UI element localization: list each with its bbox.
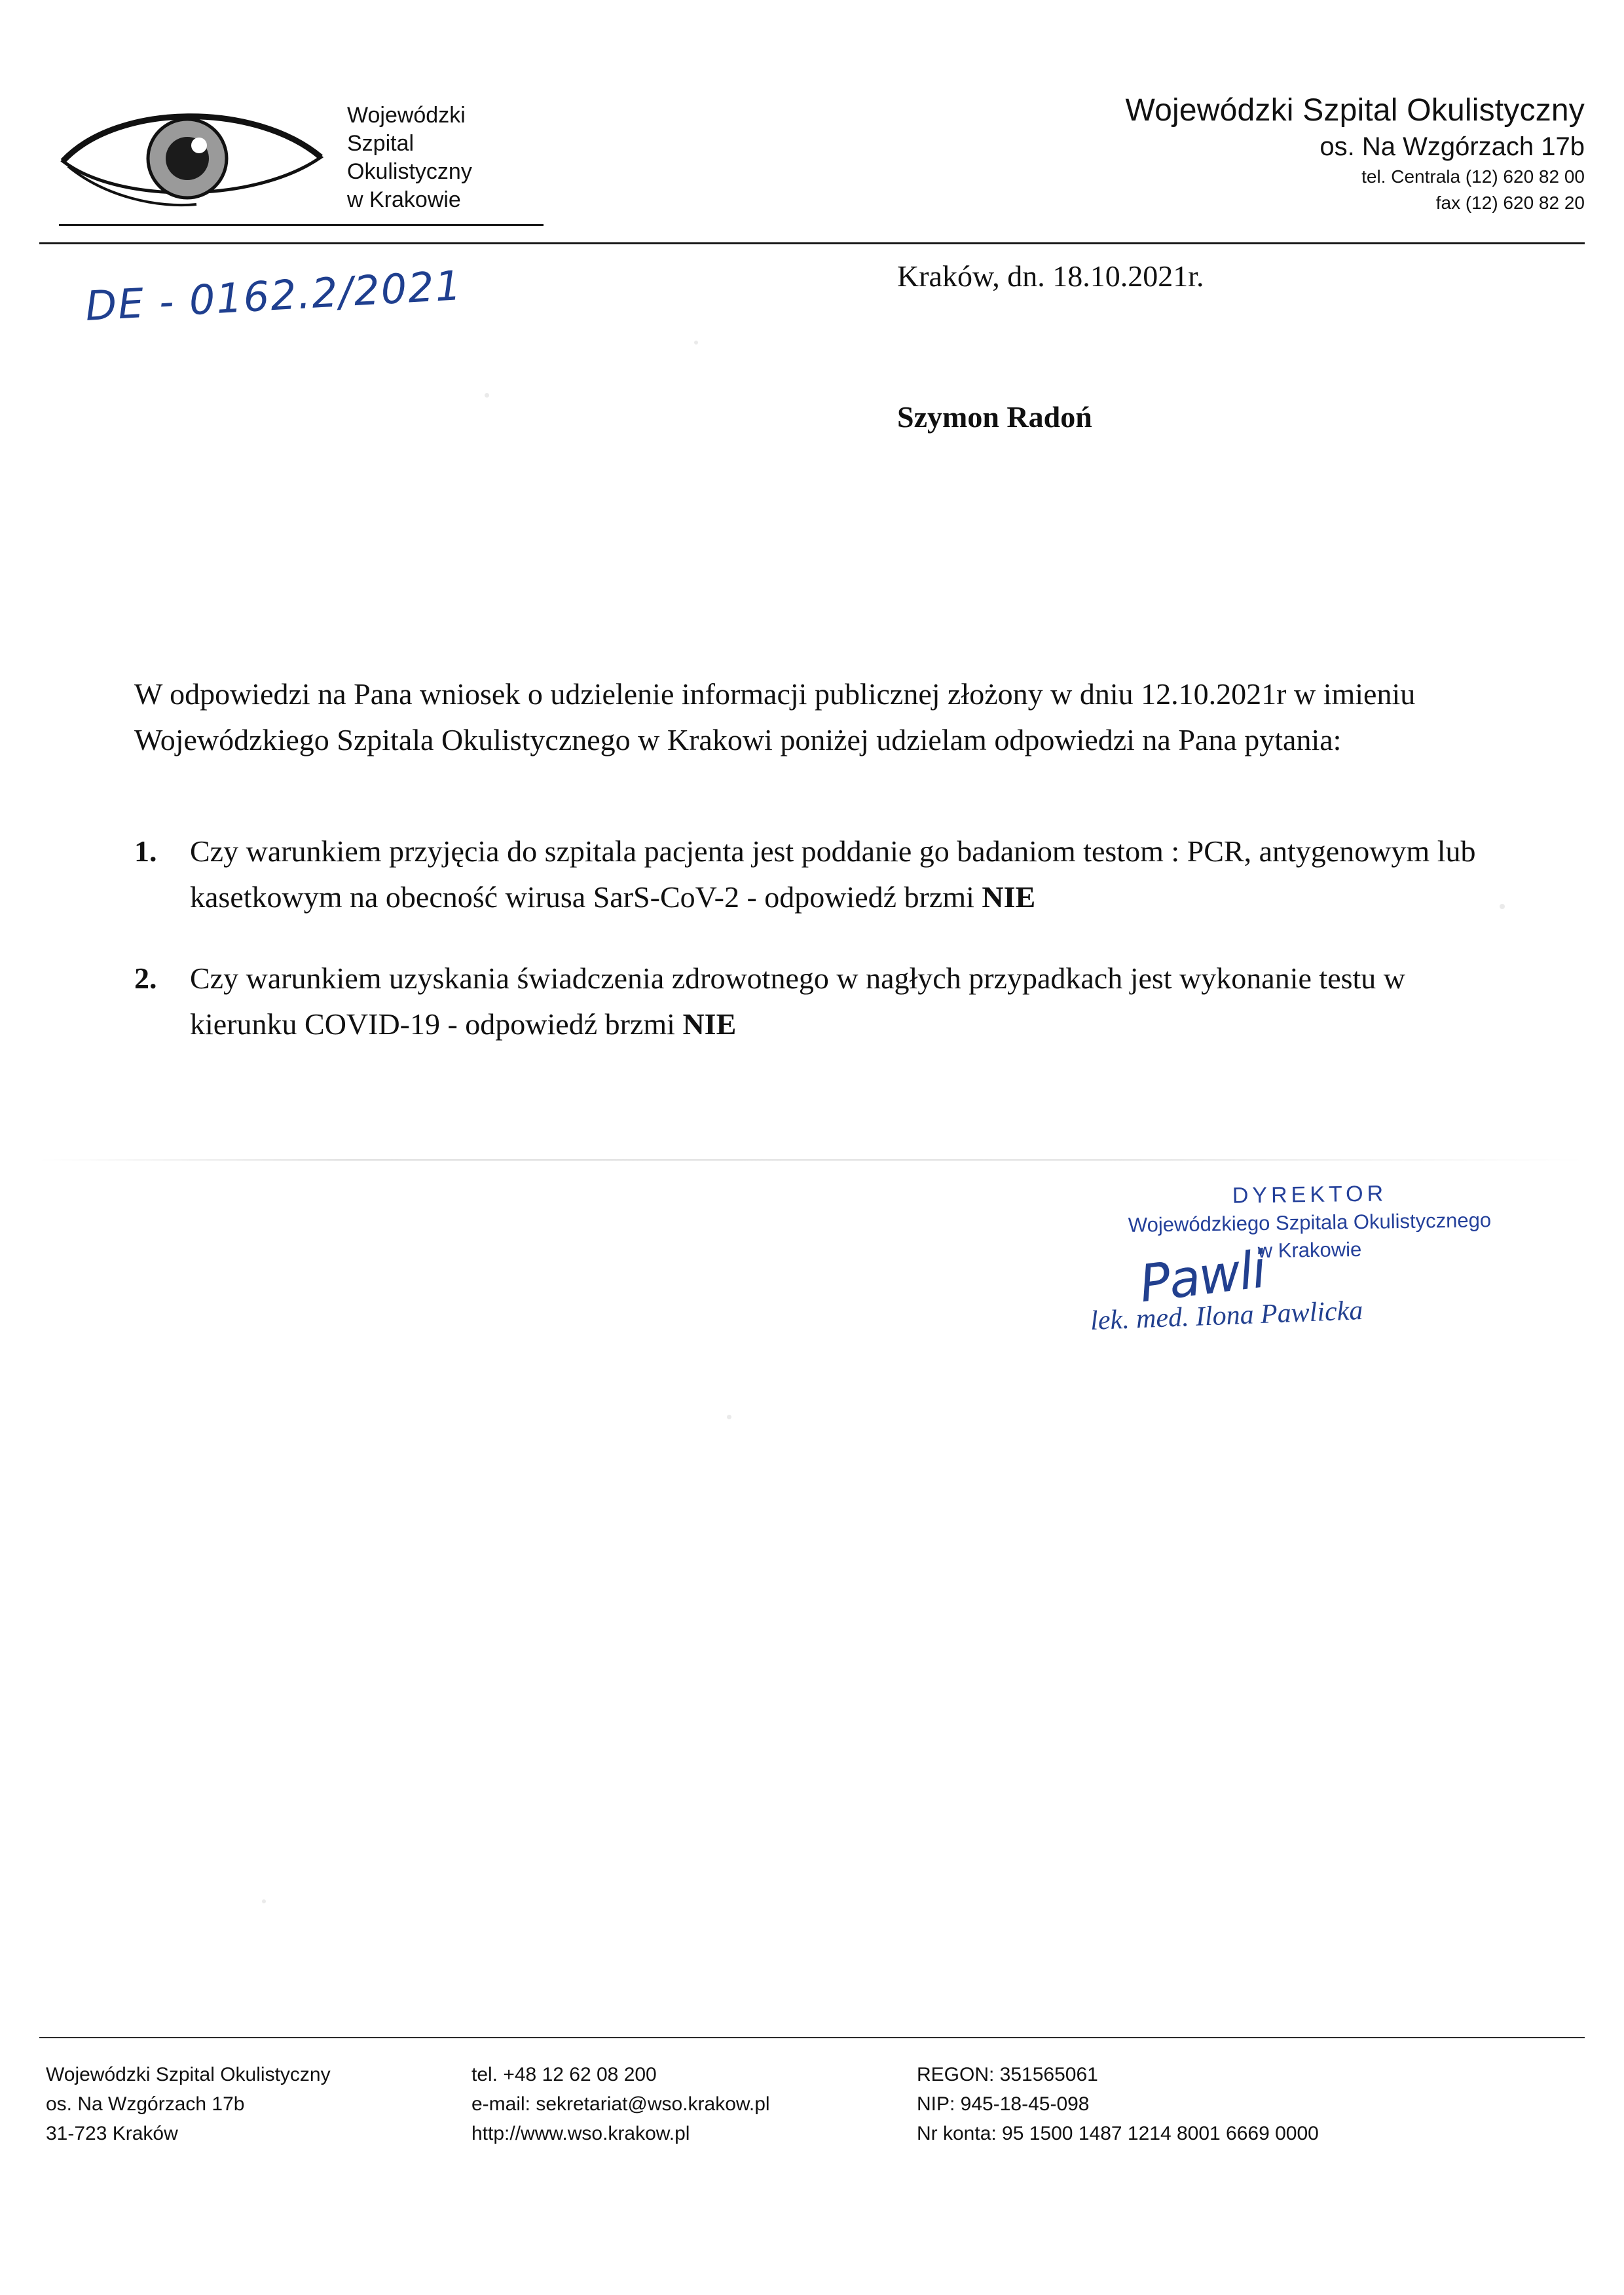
scan-fold-line <box>39 1159 1585 1161</box>
letterhead <box>39 79 1585 242</box>
footer-column-contact <box>471 2060 770 2148</box>
logo-line-4: w Krakowie <box>347 187 461 212</box>
footer-nip: NIP: 945-18-45-098 <box>917 2093 1090 2115</box>
footer-address-line-1: Wojewódzki Szpital Okulistyczny <box>46 2064 331 2085</box>
question-number-1: 1. <box>134 834 157 868</box>
scan-speckle <box>727 1415 731 1419</box>
letterhead-contact <box>1125 92 1585 216</box>
signature-org-line-1: Wojewódzkiego Szpitala Okulistycznego <box>1128 1208 1492 1237</box>
footer-address-line-2: os. Na Wzgórzach 17b <box>46 2093 245 2115</box>
logo-line-2: Szpital <box>347 131 415 156</box>
question-item-1 <box>134 829 1509 920</box>
hospital-address: os. Na Wzgórzach 17b <box>1320 132 1585 161</box>
logo-line-3: Okulistyczny <box>347 159 472 184</box>
footer-divider <box>39 2037 1585 2038</box>
signature-stamp <box>1048 1182 1572 1263</box>
questions-list <box>134 829 1509 1083</box>
scan-speckle <box>694 341 698 345</box>
hospital-logo <box>39 85 537 236</box>
signature-org-line-2: w Krakowie <box>1257 1237 1362 1263</box>
footer-address-line-3: 31-723 Kraków <box>46 2123 178 2144</box>
question-text-2: Czy warunkiem uzyskania świadczenia zdrowotnego w nagłych przypadkach jest wykonanie testu w kierunku COVID-19 - odpowiedź brzmi <box>190 961 1406 1041</box>
footer-phone: tel. +48 12 62 08 200 <box>471 2064 657 2085</box>
logo-underline <box>59 224 544 226</box>
question-text-1: Czy warunkiem przyjęcia do szpitala pacjenta jest poddanie go badaniom testom : PCR, antygenowym lub kasetkowym na obecność wirusa SarS-CoV-2 - odpowiedź brzmi <box>190 834 1476 914</box>
signature-title: DYREKTOR <box>1232 1181 1388 1208</box>
signature-name: lek. med. Ilona Pawlicka <box>1090 1296 1364 1336</box>
question-answer-2: NIE <box>682 1007 737 1041</box>
footer-regon: REGON: 351565061 <box>917 2064 1098 2085</box>
question-answer-1: NIE <box>982 880 1036 914</box>
footer-column-address <box>46 2060 331 2148</box>
question-number-2: 2. <box>134 961 157 995</box>
footer-bank-account: Nr konta: 95 1500 1487 1214 8001 6669 0000 <box>917 2123 1319 2144</box>
logo-wordmark <box>347 102 472 214</box>
footer-website[interactable]: http://www.wso.krakow.pl <box>471 2123 690 2144</box>
hospital-fax: fax (12) 620 82 20 <box>1435 193 1585 213</box>
handwritten-signature: Pawli <box>1136 1240 1268 1315</box>
logo-line-1: Wojewódzki <box>347 103 466 128</box>
body-intro-paragraph: W odpowiedzi na Pana wniosek o udzielenie informacji publicznej złożony w dniu 12.10.2021r w imieniu Wojewódzkiego Szpitala Okulistycznego w Krakowi poniżej udzielam odpowiedzi na Pana pytania: <box>134 677 1416 756</box>
question-item-2 <box>134 956 1509 1047</box>
scan-speckle <box>1500 904 1505 909</box>
footer-email[interactable]: e-mail: sekretariat@wso.krakow.pl <box>471 2093 770 2115</box>
header-divider <box>39 242 1585 244</box>
handwritten-reference-number: DE - 0162.2/2021 <box>84 261 464 331</box>
eye-logo-icon <box>59 98 334 210</box>
hospital-name: Wojewódzki Szpital Okulistyczny <box>1125 93 1585 128</box>
hospital-phone: tel. Centrala (12) 620 82 00 <box>1361 166 1585 187</box>
footer-column-identifiers <box>917 2060 1319 2148</box>
scan-speckle <box>485 393 489 398</box>
date-line: Kraków, dn. 18.10.2021r. <box>897 259 1204 293</box>
scan-speckle <box>262 1899 266 1903</box>
addressee-name: Szymon Radoń <box>897 400 1092 434</box>
